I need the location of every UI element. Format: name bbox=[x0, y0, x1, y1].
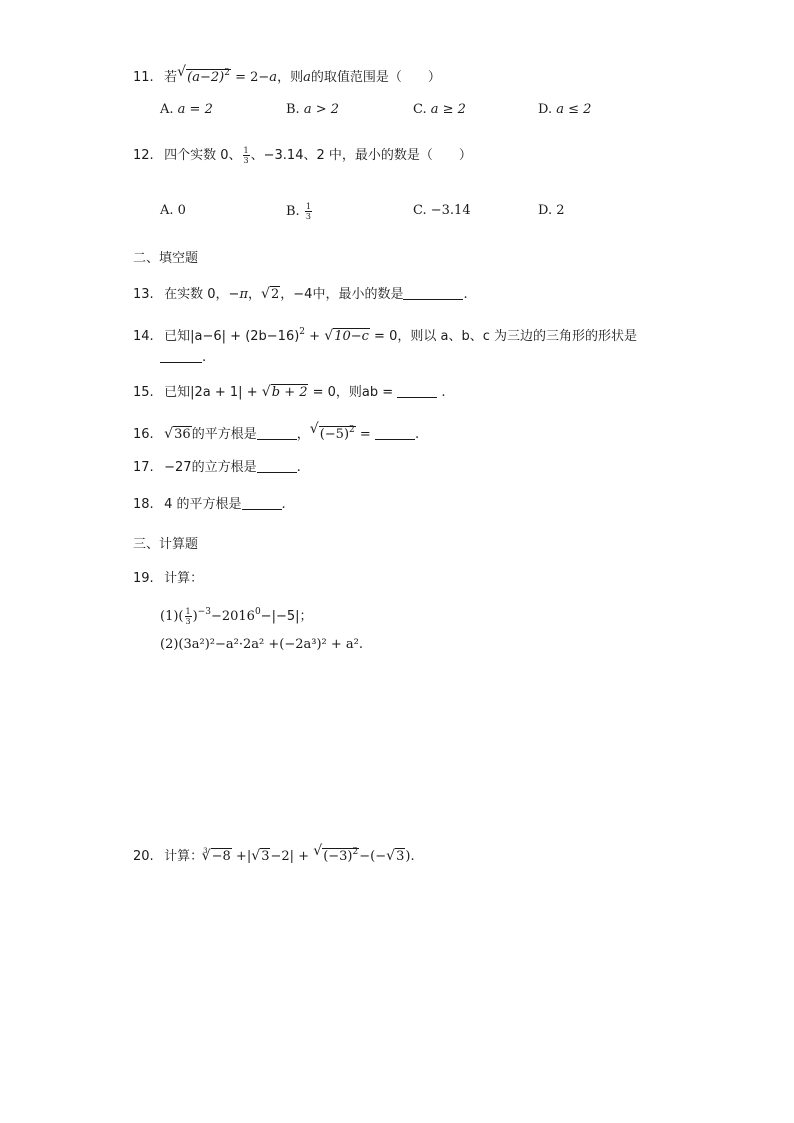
option-d[interactable]: D. a ≤ 2 bbox=[538, 102, 592, 117]
radical: √ $(-3)^2$ bbox=[313, 843, 359, 866]
question-number: 11. bbox=[133, 70, 154, 85]
option-c[interactable]: C. −3.14 bbox=[413, 203, 471, 218]
answer-blank[interactable] bbox=[397, 385, 437, 398]
option-b[interactable]: B. a > 2 bbox=[286, 102, 340, 117]
radical: √ b + 2 bbox=[262, 384, 309, 402]
question-13: 13. 在实数 0，−π，√ 2，−4中，最小的数是 . bbox=[133, 286, 468, 304]
option-c[interactable]: C. a ≥ 2 bbox=[413, 102, 466, 117]
question-17: 17. −27的立方根是 . bbox=[133, 460, 301, 475]
question-12: 12. 四个实数 0、 $\frac{1}{3}$ 、−3.14、2 中，最小的数是（ ） bbox=[133, 146, 472, 165]
question-11: 11. 若√ $(a-2)^2 = 2-a$，则a的取值范围是（ ） bbox=[133, 64, 441, 87]
section-heading-calculation: 三、计算题 bbox=[133, 537, 199, 552]
answer-blank[interactable] bbox=[242, 497, 282, 510]
radical: √ −8 bbox=[202, 848, 232, 866]
question-18: 18. 4 的平方根是 . bbox=[133, 497, 286, 512]
question-number: 14. bbox=[133, 329, 154, 344]
question-14-continued: . bbox=[160, 349, 206, 367]
question-number: 20. bbox=[133, 849, 154, 864]
answer-blank[interactable] bbox=[257, 427, 297, 440]
question-number: 15. bbox=[133, 385, 154, 400]
section-heading-fill-blank: 二、填空题 bbox=[133, 251, 199, 266]
question-14: 14. 已知$|a-6| + (2b-16)^2$ + √ 10−c = 0，则以 a、b、c 为三边的三角形的形状是 bbox=[133, 323, 637, 346]
radical: √ 2 bbox=[261, 286, 280, 304]
answer-blank[interactable] bbox=[160, 350, 202, 363]
radical: √ 10−c bbox=[324, 328, 370, 346]
option-a[interactable]: A. 0 bbox=[160, 203, 186, 218]
fraction: $\frac{1}{3}$ bbox=[243, 146, 249, 165]
question-number: 12. bbox=[133, 148, 154, 163]
question-19-part-1: (1)( $\frac{1}{3}$ )$^{-3}-2016^0-|-5|$； bbox=[160, 607, 313, 626]
question-16: 16. √ 36的平方根是 ，√ $(-5)^2$ = . bbox=[133, 421, 419, 444]
answer-blank[interactable] bbox=[257, 460, 297, 473]
option-b[interactable]: B. $\frac{1}{3}$ bbox=[286, 202, 311, 221]
question-number: 18. bbox=[133, 497, 154, 512]
radical: √ 36 bbox=[164, 426, 192, 444]
question-number: 16. bbox=[133, 427, 154, 442]
question-19-part-2: (2)(3a²)²−a²·2a² +(−2a³)² + a². bbox=[160, 637, 363, 652]
question-number: 19. bbox=[133, 571, 154, 586]
radical: √ 3 bbox=[251, 848, 270, 866]
option-d[interactable]: D. 2 bbox=[538, 203, 565, 218]
question-19: 19. 计算： bbox=[133, 571, 204, 586]
radical: √ $(a-2)^2$ bbox=[177, 64, 231, 87]
radical: √ 3 bbox=[386, 848, 405, 866]
question-number: 13. bbox=[133, 287, 154, 302]
question-number: 17. bbox=[133, 460, 154, 475]
question-15: 15. 已知|2a + 1| + √ b + 2 = 0，则ab = . bbox=[133, 384, 446, 402]
question-20: 20. 计算：$^3$√ −8 +|√ 3−2| + √ $(-3)^2-(-√$ 3). bbox=[133, 842, 415, 866]
answer-blank[interactable] bbox=[403, 287, 463, 300]
option-a[interactable]: A. a = 2 bbox=[160, 102, 213, 117]
radical: √ $(-5)^2$ bbox=[310, 421, 356, 444]
answer-blank[interactable] bbox=[375, 427, 415, 440]
